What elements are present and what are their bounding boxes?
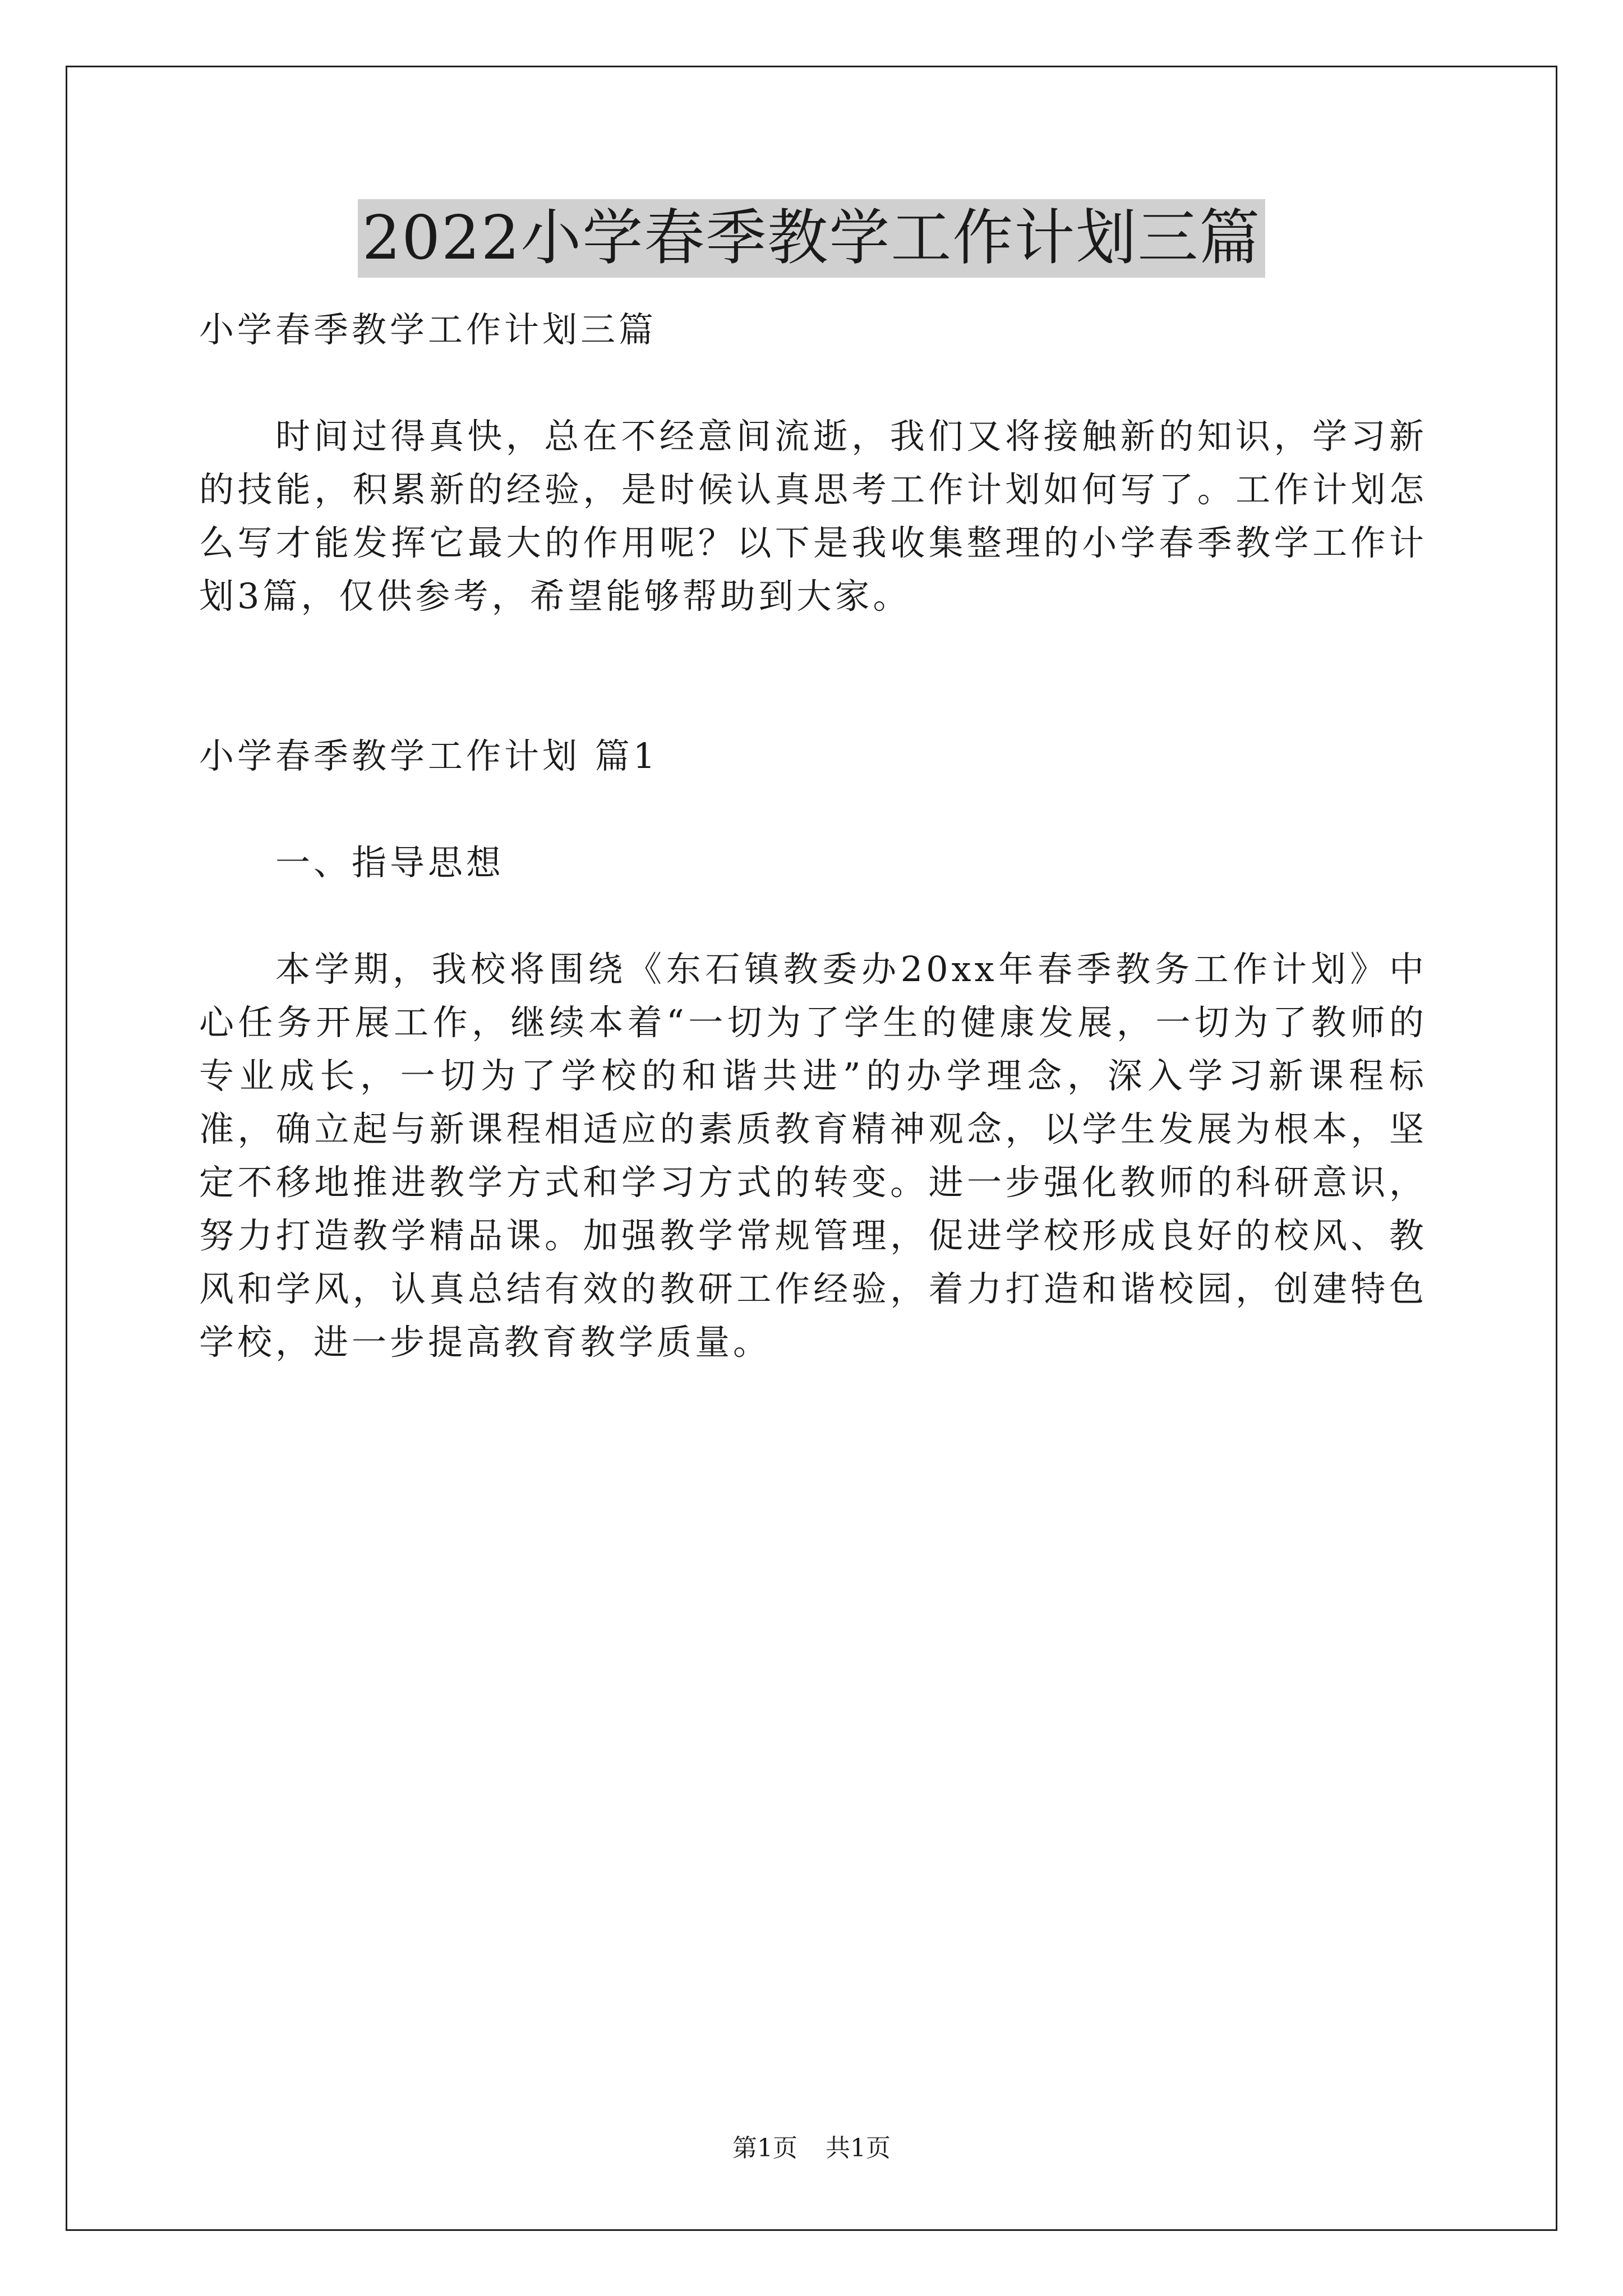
- body-paragraph: 本学期，我校将围绕《东石镇教委办20xx年春季教务工作计划》中心任务开展工作，继续本着“一切为了学生的健康发展，一切为了教师的专业成长，一切为了学校的和谐共进”的办学理念，深入学习新课程标准，确立起与新课程相适应的素质教育精神观念，以学生发展为根本，坚定不移地推进教学方式和学习方式的转变。进一步强化教师的科研意识，努力打造教学精品课。加强教学常规管理，促进学校形成良好的校风、教风和学风，认真总结有效的教研工作经验，着力打造和谐校园，创建特色学校，进一步提高教育教学质量。: [199, 949, 1427, 1363]
- document-body: [199, 303, 1427, 1369]
- section-title: 小学春季教学工作计划 篇1: [199, 735, 659, 776]
- title-container: [0, 199, 1623, 278]
- intro-paragraph: 时间过得真快，总在不经意间流逝，我们又将接触新的知识，学习新的技能，积累新的经验，是时候认真思考工作计划如何写了。工作计划怎么写才能发挥它最大的作用呢？以下是我收集整理的小学春季教学工作计划3篇，仅供参考，希望能够帮助到大家。: [199, 416, 1427, 616]
- page-number-total: 共1页: [826, 2134, 891, 2162]
- document-title: 2022小学春季教学工作计划三篇: [358, 199, 1266, 278]
- page-number-current: 第1页: [732, 2134, 797, 2162]
- document-subtitle: 小学春季教学工作计划三篇: [199, 309, 657, 350]
- sub-heading: 一、指导思想: [275, 842, 505, 883]
- page-footer: [0, 2132, 1623, 2165]
